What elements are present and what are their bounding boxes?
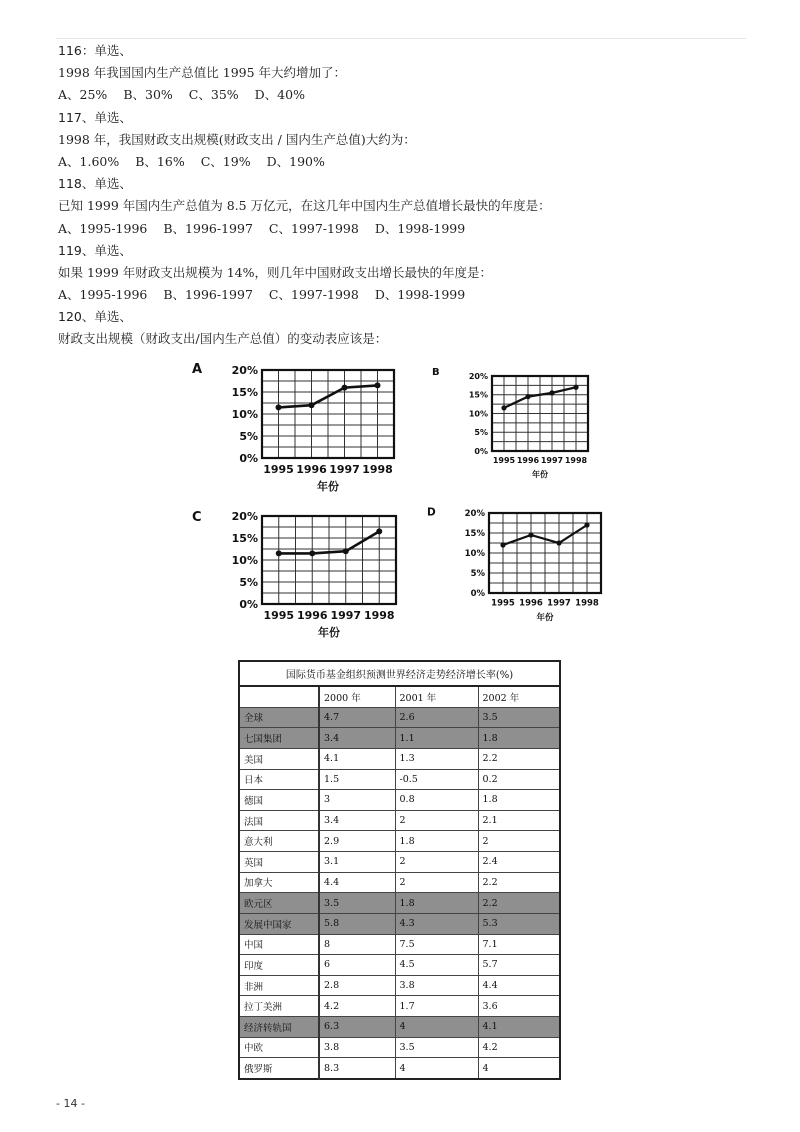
value-cell: 2.6 xyxy=(395,707,478,728)
x-tick-label: 1995 xyxy=(491,598,515,609)
top-rule xyxy=(56,38,746,39)
table-header-row xyxy=(239,686,560,707)
region-cell: 法国 xyxy=(239,810,319,831)
value-cell: 1.5 xyxy=(319,769,395,790)
data-point xyxy=(528,532,533,537)
x-tick-label: 1998 xyxy=(362,463,393,476)
table-row xyxy=(239,852,560,873)
value-cell: 8.3 xyxy=(319,1058,395,1079)
region-cell: 加拿大 xyxy=(239,872,319,893)
value-cell: 4 xyxy=(395,1017,478,1038)
region-cell: 俄罗斯 xyxy=(239,1058,319,1079)
value-cell: 5.3 xyxy=(478,913,560,934)
region-cell: 拉丁美洲 xyxy=(239,996,319,1017)
value-cell: 4.1 xyxy=(478,1017,560,1038)
data-point xyxy=(276,550,282,556)
data-point xyxy=(584,522,589,527)
y-tick-label: 20% xyxy=(464,508,485,519)
value-cell: 2.4 xyxy=(478,852,560,873)
value-cell: 7.5 xyxy=(395,934,478,955)
y-tick-label: 0% xyxy=(474,446,488,456)
growth-rate-table xyxy=(238,660,561,1080)
x-tick-label: 1997 xyxy=(540,456,564,465)
question-stem: 1998 年，我国财政支出规模(财政支出 / 国内生产总值)大约为： xyxy=(58,131,416,147)
x-tick-label: 1997 xyxy=(330,609,362,622)
y-tick-label: 10% xyxy=(464,548,485,559)
question-stem: 财政支出规模（财政支出/国内生产总值）的变动表应该是： xyxy=(58,331,388,347)
x-tick-label: 1995 xyxy=(263,463,294,476)
y-tick-label: 20% xyxy=(468,371,488,381)
table-title: 国际货币基金组织预测世界经济走势经济增长率(%) xyxy=(239,661,560,686)
region-cell: 德国 xyxy=(239,790,319,811)
panel-letter: C xyxy=(192,510,202,525)
line-chart-d xyxy=(425,505,613,633)
x-tick-label: 1998 xyxy=(363,609,395,622)
region-cell: 非洲 xyxy=(239,975,319,996)
question-stem: 如果 1999 年财政支出规模为 14%，则几年中国财政支出增长最快的年度是： xyxy=(58,264,493,280)
option: D、1998-1999 xyxy=(374,287,466,303)
value-cell: 6 xyxy=(319,955,395,976)
table-row xyxy=(239,934,560,955)
option: B、1996-1997 xyxy=(163,287,253,303)
option: C、1997-1998 xyxy=(268,220,359,236)
table-row xyxy=(239,975,560,996)
x-tick-label: 1998 xyxy=(564,456,588,465)
chart-svg xyxy=(425,505,613,633)
table-row xyxy=(239,707,560,728)
y-tick-label: 5% xyxy=(470,568,485,579)
option: D、40% xyxy=(254,87,305,103)
y-tick-label: 10% xyxy=(231,553,258,567)
value-cell: 3.1 xyxy=(319,852,395,873)
region-cell: 欧元区 xyxy=(239,893,319,914)
region-cell: 印度 xyxy=(239,955,319,976)
y-tick-label: 5% xyxy=(239,575,258,589)
value-cell: 3.5 xyxy=(395,1037,478,1058)
value-cell: 0.2 xyxy=(478,769,560,790)
column-header: 2001 年 xyxy=(395,686,478,707)
value-cell: 3.5 xyxy=(478,707,560,728)
y-tick-label: 0% xyxy=(239,451,258,465)
table-row xyxy=(239,1017,560,1038)
x-tick-label: 1996 xyxy=(296,609,328,622)
data-point xyxy=(342,385,348,391)
data-point xyxy=(556,540,561,545)
region-cell: 经济转轨国 xyxy=(239,1017,319,1038)
question-header: 118、单选、 xyxy=(58,176,132,192)
table-row xyxy=(239,1058,560,1079)
value-cell: 1.1 xyxy=(395,728,478,749)
value-cell: 1.8 xyxy=(395,831,478,852)
table-row xyxy=(239,872,560,893)
y-tick-label: 15% xyxy=(231,531,258,545)
line-chart-a xyxy=(190,360,406,498)
value-cell: 1.8 xyxy=(478,728,560,749)
line-chart-b xyxy=(430,365,600,491)
question-header: 120、单选、 xyxy=(58,309,132,325)
page-number: - 14 - xyxy=(56,1097,85,1110)
y-tick-label: 5% xyxy=(474,428,488,438)
table-row xyxy=(239,728,560,749)
value-cell: 1.3 xyxy=(395,748,478,769)
table-row xyxy=(239,769,560,790)
value-cell: 2 xyxy=(395,872,478,893)
y-tick-label: 20% xyxy=(231,509,258,523)
chart-svg xyxy=(190,508,408,644)
value-cell: 3.4 xyxy=(319,728,395,749)
y-tick-label: 5% xyxy=(239,429,258,443)
question-options xyxy=(58,151,748,173)
region-cell: 发展中国家 xyxy=(239,913,319,934)
question-stem: 已知 1999 年国内生产总值为 8.5 万亿元，在这几年中国内生产总值增长最快的年度是： xyxy=(58,198,551,214)
data-point xyxy=(309,402,315,408)
option: B、16% xyxy=(135,153,185,169)
x-tick-label: 1996 xyxy=(519,598,543,609)
grid xyxy=(489,513,601,593)
y-tick-label: 10% xyxy=(468,409,488,419)
value-cell: 2 xyxy=(478,831,560,852)
value-cell: 1.7 xyxy=(395,996,478,1017)
data-point xyxy=(525,394,530,399)
value-cell: 4.2 xyxy=(319,996,395,1017)
table-body xyxy=(239,686,560,1079)
y-tick-label: 20% xyxy=(231,363,258,377)
value-cell: -0.5 xyxy=(395,769,478,790)
option: B、1996-1997 xyxy=(163,220,253,236)
y-tick-label: 15% xyxy=(464,528,485,539)
data-point xyxy=(573,385,578,390)
chart-svg xyxy=(190,360,406,498)
data-point xyxy=(309,550,315,556)
data-point xyxy=(501,405,506,410)
value-cell: 2.2 xyxy=(478,872,560,893)
panel-letter: A xyxy=(192,362,203,377)
data-point xyxy=(500,542,505,547)
y-tick-label: 15% xyxy=(468,390,488,400)
option: A、25% xyxy=(58,87,108,103)
value-cell: 2.9 xyxy=(319,831,395,852)
table-title-row xyxy=(239,661,560,686)
value-cell: 3.8 xyxy=(395,975,478,996)
y-tick-label: 0% xyxy=(470,588,485,599)
table-row xyxy=(239,790,560,811)
x-tick-label: 1998 xyxy=(575,598,599,609)
option: C、35% xyxy=(188,87,239,103)
x-tick-label: 1995 xyxy=(263,609,295,622)
value-cell: 4 xyxy=(478,1058,560,1079)
x-tick-label: 1997 xyxy=(329,463,360,476)
option: A、1995-1996 xyxy=(58,220,148,236)
column-header xyxy=(239,686,319,707)
question-list xyxy=(58,40,748,351)
question-header: 119、单选、 xyxy=(58,242,132,258)
value-cell: 7.1 xyxy=(478,934,560,955)
value-cell: 0.8 xyxy=(395,790,478,811)
value-cell: 4.4 xyxy=(478,975,560,996)
table-row xyxy=(239,893,560,914)
value-cell: 1.8 xyxy=(478,790,560,811)
data-point xyxy=(276,404,282,410)
table-row xyxy=(239,1037,560,1058)
panel-letter: D xyxy=(427,506,436,519)
question-options xyxy=(58,218,748,240)
question-header: 117、单选、 xyxy=(58,109,132,125)
option: A、1995-1996 xyxy=(58,287,148,303)
value-cell: 5.7 xyxy=(478,955,560,976)
x-axis-label: 年份 xyxy=(532,470,548,479)
data-point xyxy=(549,390,554,395)
option: C、19% xyxy=(200,153,251,169)
line-chart-c xyxy=(190,508,408,644)
region-cell: 中欧 xyxy=(239,1037,319,1058)
value-cell: 4.2 xyxy=(478,1037,560,1058)
region-cell: 英国 xyxy=(239,852,319,873)
region-cell: 意大利 xyxy=(239,831,319,852)
option: D、1998-1999 xyxy=(374,220,466,236)
table-row xyxy=(239,831,560,852)
grid xyxy=(262,370,394,458)
table-row xyxy=(239,996,560,1017)
question-options xyxy=(58,84,748,106)
value-cell: 3.8 xyxy=(319,1037,395,1058)
value-cell: 4.1 xyxy=(319,748,395,769)
x-axis-label: 年份 xyxy=(317,480,339,493)
question-header: 116：单选、 xyxy=(58,43,132,58)
value-cell: 4.4 xyxy=(319,872,395,893)
value-cell: 4.3 xyxy=(395,913,478,934)
region-cell: 全球 xyxy=(239,707,319,728)
value-cell: 6.3 xyxy=(319,1017,395,1038)
chart-svg xyxy=(430,365,600,491)
value-cell: 2 xyxy=(395,810,478,831)
option: D、190% xyxy=(266,153,325,169)
table-row xyxy=(239,748,560,769)
option: C、1997-1998 xyxy=(268,287,359,303)
x-axis-label: 年份 xyxy=(536,613,554,623)
y-tick-label: 0% xyxy=(239,597,258,611)
value-cell: 4 xyxy=(395,1058,478,1079)
x-tick-label: 1997 xyxy=(547,598,571,609)
grid xyxy=(262,516,396,604)
value-cell: 2.2 xyxy=(478,893,560,914)
column-header: 2002 年 xyxy=(478,686,560,707)
value-cell: 2 xyxy=(395,852,478,873)
value-cell: 4.7 xyxy=(319,707,395,728)
region-cell: 七国集团 xyxy=(239,728,319,749)
value-cell: 1.8 xyxy=(395,893,478,914)
x-tick-label: 1995 xyxy=(492,456,516,465)
value-cell: 2.1 xyxy=(478,810,560,831)
value-cell: 2.8 xyxy=(319,975,395,996)
column-header: 2000 年 xyxy=(319,686,395,707)
option: A、1.60% xyxy=(58,153,120,169)
value-cell: 5.8 xyxy=(319,913,395,934)
table-row xyxy=(239,955,560,976)
value-cell: 3 xyxy=(319,790,395,811)
data-point xyxy=(376,528,382,534)
value-cell: 3.4 xyxy=(319,810,395,831)
region-cell: 美国 xyxy=(239,748,319,769)
value-cell: 4.5 xyxy=(395,955,478,976)
value-cell: 2.2 xyxy=(478,748,560,769)
value-cell: 3.5 xyxy=(319,893,395,914)
x-tick-label: 1996 xyxy=(516,456,540,465)
region-cell: 中国 xyxy=(239,934,319,955)
x-axis-label: 年份 xyxy=(318,626,340,639)
y-tick-label: 15% xyxy=(231,385,258,399)
question-options xyxy=(58,284,748,306)
data-point xyxy=(343,548,349,554)
panel-letter: B xyxy=(432,367,440,378)
option: B、30% xyxy=(123,87,173,103)
region-cell: 日本 xyxy=(239,769,319,790)
table-row xyxy=(239,810,560,831)
x-tick-label: 1996 xyxy=(296,463,327,476)
question-stem: 1998 年我国国内生产总值比 1995 年大约增加了： xyxy=(58,65,347,81)
data-point xyxy=(375,382,381,388)
value-cell: 8 xyxy=(319,934,395,955)
table-row xyxy=(239,913,560,934)
value-cell: 3.6 xyxy=(478,996,560,1017)
y-tick-label: 10% xyxy=(231,407,258,421)
